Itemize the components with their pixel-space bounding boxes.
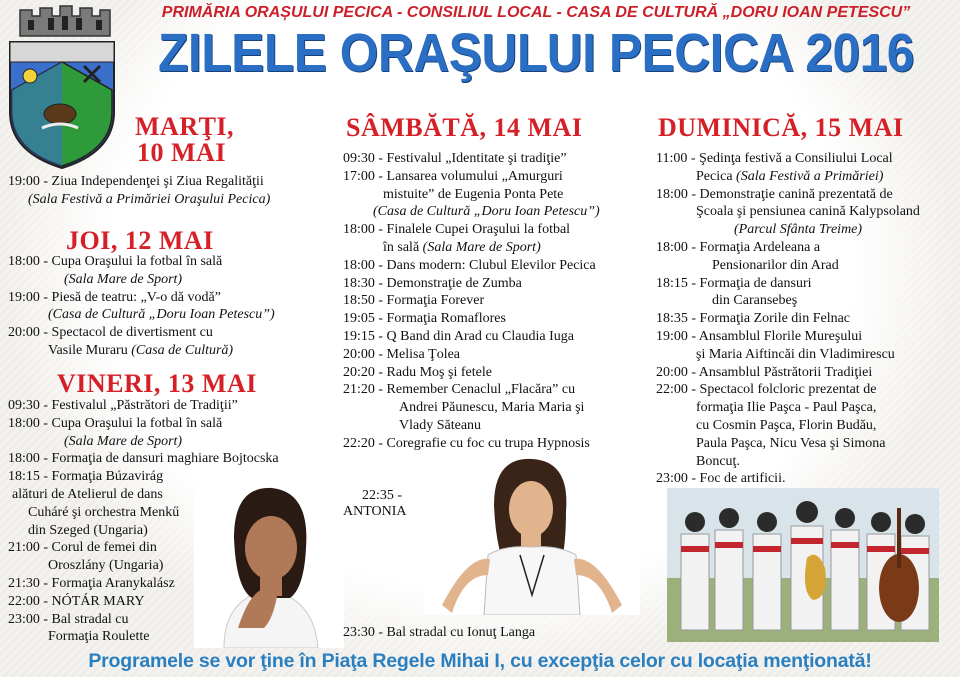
event-line: Oroszlány (Ungaria): [48, 558, 164, 574]
event-line: 19:00 - Ansamblul Florile Mureşului: [656, 328, 863, 344]
thursday-heading: JOI, 12 MAI: [66, 226, 214, 255]
event-line: 20:00 - Ansamblul Păstrătorii Tradiţiei: [656, 364, 873, 380]
event-line: Şcoala şi pensiunea canină Kalypsoland: [696, 204, 920, 220]
event-line: 18:15 - Formaţia de dansuri: [656, 275, 812, 291]
event-line: 18:00 - Formaţia de dansuri maghiare Bojtocska: [8, 451, 279, 467]
event-text: Pecica: [696, 168, 737, 184]
event-location: (Sala Festivă a Primăriei): [736, 168, 884, 184]
event-line: Vlady Săteanu: [399, 417, 482, 433]
event-line: 18:00 - Demonstraţie canină prezentată de: [656, 186, 893, 202]
organizers-line: PRIMĂRIA ORAȘULUI PECICA - CONSILIUL LOCAL - CASA DE CULTURĂ „DORU IOAN PETESCU”: [161, 4, 911, 21]
event-line: Cuháré şi orchestra Menkű: [28, 504, 180, 520]
event-line: [8, 342, 275, 360]
event-line: 09:30 - Festivalul „Păstrători de Tradiţii”: [8, 398, 238, 413]
event-line: 18:00 - Formaţia Ardeleana a: [656, 239, 821, 255]
event-line: Andrei Păunescu, Maria Maria şi: [399, 400, 585, 416]
singer-photo: [194, 478, 344, 648]
folk-band-photo: [667, 488, 939, 642]
tuesday-heading: [135, 114, 234, 166]
saturday-events: [343, 150, 600, 453]
performer-name: ANTONIA: [343, 504, 407, 519]
event-line: cu Cosmin Paşca, Florin Budău,: [696, 417, 877, 433]
event-time: 22:35 -: [362, 488, 403, 503]
event-line: Pensionarilor din Arad: [712, 257, 839, 273]
event-line: 18:00 - Cupa Oraşului la fotbal în sală: [8, 415, 223, 431]
event-line: 11:00 - Şedinţa festivă a Consiliului Local: [656, 151, 893, 166]
event-location: (Casa de Cultură „Doru Ioan Petescu”): [373, 204, 600, 220]
event-location: (Sala Mare de Sport): [64, 433, 183, 449]
event-line: 21:30 - Formaţia Aranykalász: [8, 575, 175, 591]
event-line: 20:00 - Melisa Ţolea: [343, 346, 461, 362]
tuesday-heading-line2: 10 MAI: [137, 138, 226, 167]
event-line: 21:20 - Remember Cenaclul „Flacăra” cu: [343, 382, 576, 398]
event-line: Formaţia Roulette: [48, 629, 150, 645]
event-line: Paula Paşca, Nicu Vesa şi Simona: [696, 435, 886, 451]
event-line: 22:20 - Coregrafie cu foc cu trupa Hypnosis: [343, 435, 590, 451]
event-line: 09:30 - Festivalul „Identitate şi tradiţie”: [343, 151, 567, 166]
coat-of-arms-icon: [2, 2, 122, 170]
footer-note: Programele se vor ţine în Piaţa Regele Mihai I, cu excepţia celor cu locaţia menţionată!: [88, 650, 872, 672]
event-line: 18:00 - Cupa Oraşului la fotbal în sală: [8, 254, 223, 269]
event-line: formaţia Ilie Paşca - Paul Paşca,: [696, 400, 877, 416]
event-line: 19:15 - Q Band din Arad cu Claudia Iuga: [343, 328, 574, 344]
event-line: 18:50 - Formaţia Forever: [343, 293, 485, 309]
event-location: (Parcul Sfânta Treime): [734, 222, 863, 238]
event-line: 18:00 - Finalele Cupei Oraşului la fotbal: [343, 222, 571, 238]
event-line: 23:00 - Bal stradal cu: [8, 611, 129, 627]
friday-heading: VINERI, 13 MAI: [57, 369, 257, 398]
event-location: (Sala Festivă a Primăriei Oraşului Pecica): [28, 191, 271, 207]
event-line: 19:00 - Piesă de teatru: „V-o dă vodă”: [8, 289, 221, 305]
event-line: 19:00 - Ziua Independenţei şi Ziua Regalităţii: [8, 174, 264, 189]
event-line: [343, 239, 600, 257]
saturday-final-event: [343, 624, 535, 642]
event-text: în sală: [383, 239, 423, 255]
event-line: 20:00 - Spectacol de divertisment cu: [8, 325, 213, 341]
event-line: din Caransebeş: [712, 293, 798, 309]
event-line: 22:00 - Spectacol folcloric prezentat de: [656, 382, 877, 398]
sunday-heading: DUMINICĂ, 15 MAI: [658, 113, 904, 142]
antonia-photo: [424, 455, 640, 615]
event-line: alături de Atelierul de dans: [12, 486, 163, 502]
event-line: din Szeged (Ungaria): [28, 522, 148, 538]
event-line: 18:30 - Demonstraţie de Zumba: [343, 275, 522, 291]
performer: Vasile Muraru: [48, 342, 132, 358]
event-location: (Casa de Cultură): [131, 342, 234, 358]
saturday-heading: SÂMBĂTĂ, 14 MAI: [346, 113, 583, 142]
event-line: 22:00 - NÓTÁR MARY: [8, 593, 145, 609]
tuesday-heading-line1: MARŢI,: [135, 112, 235, 141]
poster-title: ZILELE ORAŞULUI PECICA 2016: [158, 23, 914, 83]
event-line: 23:30 - Bal stradal cu Ionuţ Langa: [343, 625, 536, 640]
event-line: 18:00 - Dans modern: Clubul Elevilor Pecica: [343, 257, 596, 273]
tuesday-events: [8, 173, 270, 209]
event-line: 23:00 - Foc de artificii.: [656, 471, 786, 487]
event-location: (Casa de Cultură „Doru Ioan Petescu”): [48, 307, 275, 323]
event-line: şi Maria Aiftincăi din Vladimirescu: [696, 346, 895, 362]
sunday-events: [656, 150, 920, 488]
thursday-events: [8, 253, 275, 360]
event-location: (Sala Mare de Sport): [64, 271, 183, 287]
event-line: Boncuţ.: [696, 453, 740, 469]
event-line: 18:35 - Formaţia Zorile din Felnac: [656, 311, 851, 327]
event-line: 18:15 - Formaţia Búzavirág: [8, 469, 164, 485]
event-line: 21:00 - Corul de femei din: [8, 540, 157, 556]
event-line: 19:05 - Formaţia Romaflores: [343, 311, 506, 327]
event-line: mistuite” de Eugenia Ponta Pete: [383, 186, 564, 202]
event-line: [656, 168, 920, 186]
event-line: 17:00 - Lansarea volumului „Amurguri: [343, 168, 563, 184]
event-location: (Sala Mare de Sport): [422, 239, 541, 255]
antonia-name-slot: [343, 503, 407, 521]
event-line: 20:20 - Radu Moş şi fetele: [343, 364, 492, 380]
